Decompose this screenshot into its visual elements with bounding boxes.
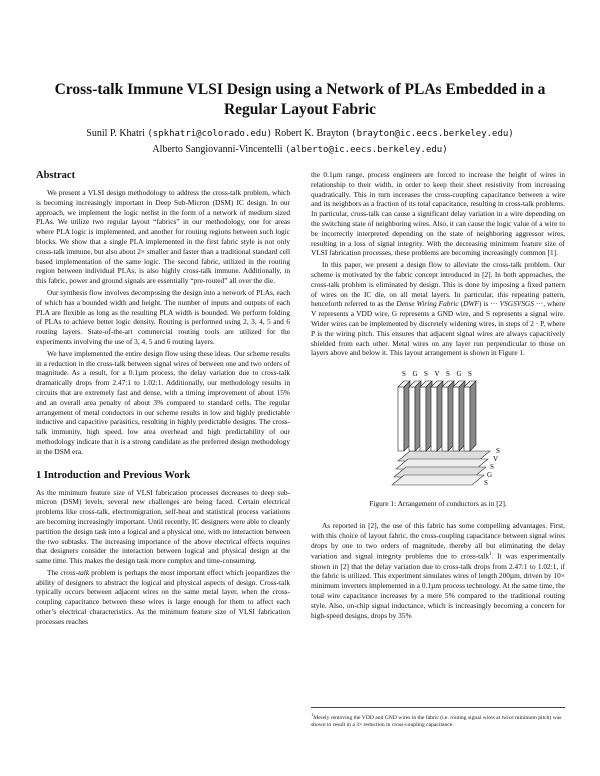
figure-top-label: G <box>456 370 462 379</box>
right-p2-pattern: VSGSVSGS <box>499 299 534 309</box>
figure-top-label: S <box>468 370 472 379</box>
figure-top-label: S <box>446 370 450 379</box>
right-p2-part-b: ( <box>458 299 464 309</box>
abstract-paragraph-2: Our synthesis flow involves decomposing the design into a network of PLAs, each of which has a bounded width and height. The number of inputs and outputs of each PLA are flexible as long as the resulting PLA width is bounded. We perform folding of PLAs to achieve better logic density. Routing is performed using 2, 3, 4, 5 and 6 routing layers. State-of-the-art commercial routing tools are utilized for the experiments involving the use of 3, 4, 5 and 6 routing layers. <box>36 287 290 346</box>
abstract-paragraph-3: We have implemented the entire design flow using these ideas. Our scheme results in a reduction in the cross-talk between signal wires of between one and two orders of magnitude. As a result, for a 0.1µm process, the delay variation due to cross-talk dramatically drops from 2.47:1 to 1.02:1. Additionally, our methodology results in circuits that are extremely fast and dense, with a timing improvement of about 15% and an overall area penalty of about 3% compared to standard cells. The regular arrangement of metal conductors in our scheme results in low and highly predictable inductive and capacitive parasitics, resulting in highly predictable designs. The cross-talk immunity, high speed, low area overhead and high predictability of our methodology indicate that it is a strong candidate as the preferred design methodology in the DSM era. <box>36 348 290 456</box>
author-3-email: (alberto@ic.eecs.berkeley.edu) <box>285 145 448 155</box>
right-paragraph-1: the 0.1µm range, process engineers are forced to increase the height of wires in relationship to their width, in order to keep their sheet resistivity from increasing quadratically. This in turn increases the cross-coupling capacitance between a wire and its neighbors as a fraction of its total capacitance, resulting in cross-talk problems. In particular, cross-talk can cause a significant delay variation in a wire depending on the switching state of neighboring wires. Also, it can cause the logic value of a wire to be incorrectly interpreted depending on the state of neighboring aggressor wires, resulting in a loss of signal integrity. With the decreasing minimum feature size of VLSI fabrication processes, these problems are becoming increasingly common [1]. <box>311 170 565 258</box>
right-paragraph-3 <box>311 521 565 620</box>
right-p2-part-d: ···, where V represents a VDD wire, G represents a GND wire, and S represents a signal wire. Wider wires can be implemented by discretely widening wires, in steps of 2 · P, where P is the wiring pitch. This ensures that adjacent signal wires are always capacitively shielded from each other. Metal wires on any layer run perpendicular to those on layers above and below it. This layout arrangement is shown in Figure 1. <box>311 299 565 358</box>
figure-1 <box>311 365 565 509</box>
right-p2-part-a: In this paper, we present a design flow to alleviate the cross-talk problem. Our scheme is motivated by the fabric concept introduced in [2]. In both approaches, the cross-talk problem is eliminated by design. This is done by imposing a fixed pattern of wires on the IC die, on all metal layers. In particular, this repeating pattern, henceforth referred to as the <box>311 260 565 309</box>
right-p3-part-b: . It was experimentally shown in [2] that the delay variation due to cross-talk drops from 2.47:1 to 1.02:1, if the fabric is utilized. This experiment simulates wires of length 200µm, driven by 10× minimum inverters implemented in a 0.1µm process technology. At the same time, the total wire capacitance increases by a mere 5% compared to the traditional routing style. Also, on-chip signal inductance, which is increasingly becoming a concern for high-speed designs, drops by 35% <box>311 551 565 620</box>
author-1-email: (spkhatri@colorado.edu) <box>147 129 273 139</box>
footnote-ref: 1 <box>489 552 492 558</box>
author-block <box>40 126 560 158</box>
intro-paragraph-1: As the minimum feature size of VLSI fabrication processes decreases to deep sub-micron (DSM) levels, several new challenges are being faced. Certain electrical problems like cross-talk, electromigration, self-heat and statistical process variations are becoming increasingly important. Until recently, IC designers were able to cleanly partition the design task into a logical and a physical one, with no interaction between the two subtasks. The increasing importance of the above electrical effects requires that designers consider the interaction between logical and physical design at the same time. This makes the design task more complex and time-consuming. <box>36 487 290 566</box>
footnote-text: Merely removing the VDD and GND wires in the fabric (i.e. routing signal wires at twice minimum pitch) was shown to result in a 3× reduction in cross-coupling capacitance. <box>311 714 562 728</box>
figure-side-label: V <box>493 455 499 464</box>
intro-paragraph-2 <box>36 568 290 627</box>
abstract-paragraph-1: We present a VLSI design methodology to address the cross-talk problem, which is becoming increasingly important in Deep Sub-Micron (DSM) IC design. In our approach, we implement the logic netlist in the form of a network of medium sized PLAs. We utilize two regular layout “fabrics” in our methodology, one for areas where PLA logic is implemented, and another for routing regions between such logic blocks. We show that a single PLA implemented in the first fabric style is not only cross-talk immune, but also about 2× smaller and faster than a traditional standard cell based implementation of the same logic. The second fabric, utilized in the routing region between individual PLAs, is also highly cross-talk immune. Additionally, in this fabric, power and ground signals are essentially “pre-routed” all over the die. <box>36 188 290 286</box>
section-1-heading: 1 Introduction and Previous Work <box>36 469 191 481</box>
right-p3-part-a: As reported in [2], the use of this fabric has some compelling advantages. First, with this choice of layout fabric, the cross-coupling capacitance between signal wires drops by one to two orders of magnitude, thereby all but eliminating the delay variation and signal integrity problems due to cross-talk <box>311 520 565 561</box>
upper-layer-wires <box>398 381 476 451</box>
author-2-name: Robert K. Brayton <box>274 128 349 139</box>
figure-side-label: S <box>484 479 488 488</box>
right-p2-emphasis: Dense Wiring Fabric <box>396 299 459 309</box>
footnote-mark: 1 <box>311 712 314 717</box>
author-line-1 <box>40 126 560 142</box>
intro-p2-post: problem is perhaps the most important effect which jeopardizes the ability of designers to abstract the logical and physical aspects of design. Cross-talk typically occurs between adjacent wires on the same metal layer, when the cross-coupling capacitance between these wires is large enough for them to affect each other’s electrical characteristics. As the minimum feature size of VLSI fabrication processes reaches <box>36 567 290 626</box>
intro-p2-pre: The <box>47 567 61 577</box>
right-p2-part-c: ) is ··· <box>478 299 500 309</box>
author-2-email: (brayton@ic.eecs.berkeley.edu) <box>351 129 514 139</box>
left-column <box>36 170 290 627</box>
author-3-name: Alberto Sangiovanni-Vincentelli <box>152 144 283 155</box>
abstract-heading: Abstract <box>36 170 76 181</box>
intro-p2-emphasis: cross-talk <box>60 567 90 577</box>
right-p2-dwf: DWF <box>463 299 479 309</box>
lower-layer-wires <box>392 451 493 488</box>
figure-top-label: S <box>424 370 428 379</box>
figure-side-label: S <box>490 463 494 472</box>
figure-top-label: S <box>402 370 406 379</box>
figure-top-label: G <box>412 370 418 379</box>
conductor-arrangement-diagram <box>358 365 518 495</box>
paper-title: Cross-talk Immune VLSI Design using a Network of PLAs Embedded in a Regular Layout Fabric <box>54 81 546 118</box>
right-paragraph-2 <box>311 260 565 358</box>
footnote <box>311 707 565 729</box>
right-column <box>311 170 565 620</box>
figure-top-label: V <box>434 370 440 379</box>
author-1-name: Sunil P. Khatri <box>86 128 145 139</box>
figure-side-label: G <box>487 471 493 480</box>
figure-side-label: S <box>496 447 500 456</box>
figure-1-caption: Figure 1: Arrangement of conductors as in [2]. <box>369 499 507 509</box>
author-line-2 <box>40 142 560 158</box>
